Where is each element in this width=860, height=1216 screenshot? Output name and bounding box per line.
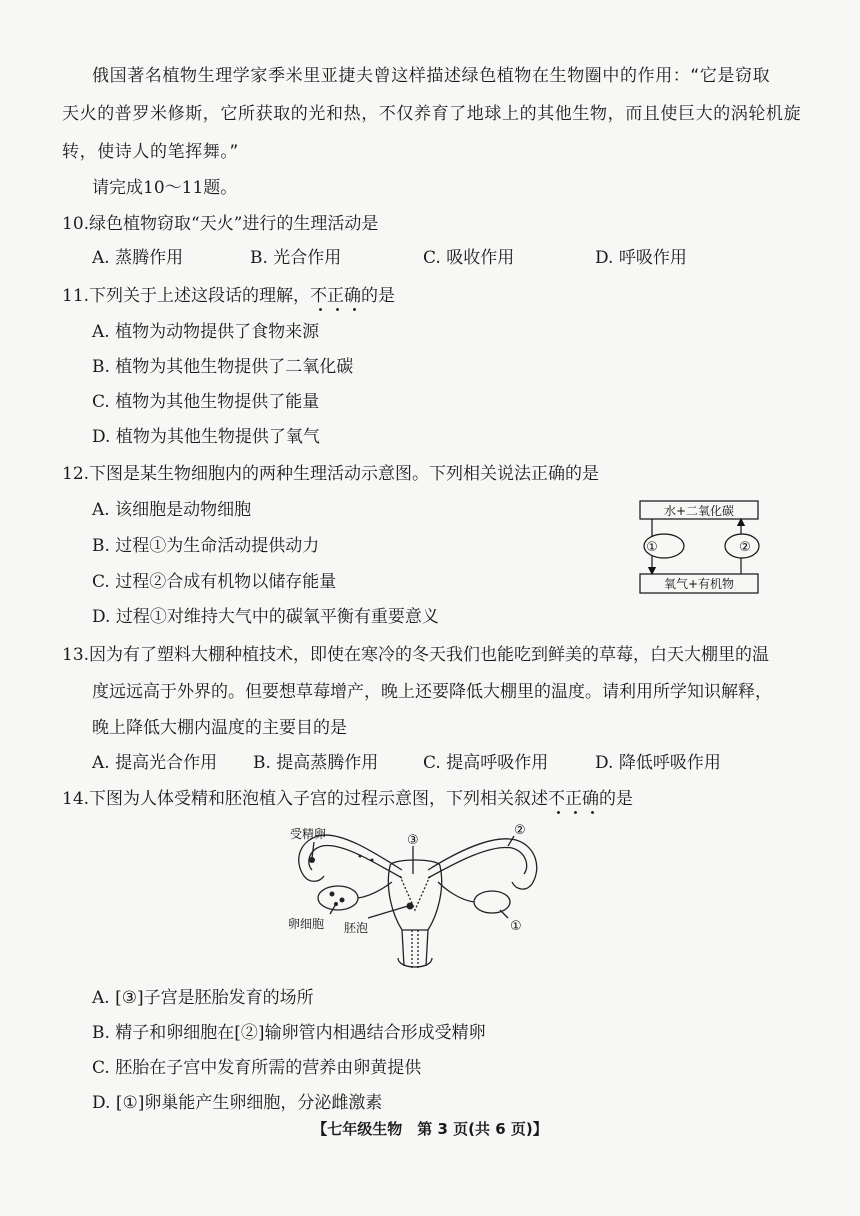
diagram-bottom-label: 氧气+有机物 bbox=[663, 577, 735, 591]
uterus-diagram bbox=[280, 818, 550, 980]
instruction: 请完成10～11题。 bbox=[92, 178, 238, 198]
q12-process-diagram bbox=[638, 496, 762, 602]
q12-option-d: D. 过程①对维持大气中的碳氧平衡有重要意义 bbox=[92, 607, 439, 627]
q11-emphasis: 不正确 bbox=[310, 286, 362, 306]
label-blastocyst: 胚泡 bbox=[344, 921, 369, 935]
label-2: ② bbox=[514, 823, 526, 838]
q10-option-b: B. 光合作用 bbox=[250, 248, 342, 268]
process-2-label: ② bbox=[739, 540, 751, 555]
q14-option-a: A. [③]子宫是胚胎发育的场所 bbox=[92, 988, 314, 1008]
q11-stem-part-b: 的是 bbox=[361, 286, 396, 306]
q12-option-a: A. 该细胞是动物细胞 bbox=[92, 500, 252, 520]
q10-option-d: D. 呼吸作用 bbox=[595, 248, 687, 268]
q13-option-d: D. 降低呼吸作用 bbox=[595, 753, 721, 773]
q14-emphasis: 不正确 bbox=[548, 789, 600, 809]
label-egg-cell: 卵细胞 bbox=[288, 917, 325, 931]
q11-option-a: A. 植物为动物提供了食物来源 bbox=[92, 322, 320, 342]
q10-option-a: A. 蒸腾作用 bbox=[92, 248, 184, 268]
q14-option-b: B. 精子和卵细胞在[②]输卵管内相遇结合形成受精卵 bbox=[92, 1023, 486, 1043]
question-13-line-3: 晚上降低大棚内温度的主要目的是 bbox=[92, 718, 347, 738]
q12-option-c: C. 过程②合成有机物以储存能量 bbox=[92, 572, 337, 592]
diagram-top-label: 水+二氧化碳 bbox=[663, 504, 735, 518]
q13-option-b: B. 提高蒸腾作用 bbox=[253, 753, 379, 773]
q14-option-d: D. [①]卵巢能产生卵细胞，分泌雌激素 bbox=[92, 1093, 383, 1113]
intro-line-1: 俄国著名植物生理学家季米里亚捷夫曾这样描述绿色植物在生物圈中的作用：“它是窃取 bbox=[92, 66, 771, 86]
q13-option-c: C. 提高呼吸作用 bbox=[423, 753, 549, 773]
label-3: ③ bbox=[407, 833, 419, 848]
label-1: ① bbox=[510, 919, 522, 934]
q11-stem-part-a: 11.下列关于上述这段话的理解， bbox=[62, 286, 311, 306]
intro-line-3: 转，使诗人的笔挥舞。” bbox=[62, 142, 239, 162]
right-fallopian-tube bbox=[428, 839, 537, 889]
intro-line-2: 天火的普罗米修斯，它所获取的光和热，不仅养育了地球上的其他生物，而且使巨大的涡轮机旋 bbox=[62, 104, 802, 124]
question-13-line-2: 度远远高于外界的。但要想草莓增产，晚上还要降低大棚里的温度。请利用所学知识解释， bbox=[92, 682, 772, 702]
q14-stem-part-b: 的是 bbox=[599, 789, 634, 809]
question-14-stem bbox=[62, 787, 633, 811]
process-1-label: ① bbox=[646, 540, 658, 555]
label-fertilized-egg: 受精卵 bbox=[290, 827, 327, 841]
left-ovary bbox=[318, 886, 358, 910]
q14-option-c: C. 胚胎在子宫中发育所需的营养由卵黄提供 bbox=[92, 1058, 422, 1078]
right-ovary bbox=[474, 891, 510, 913]
q13-option-a: A. 提高光合作用 bbox=[92, 753, 218, 773]
uterus-body bbox=[388, 860, 441, 930]
question-13-line-1: 13.因为有了塑料大棚种植技术，即使在寒冷的冬天我们也能吃到鲜美的草莓，白天大棚里的温 bbox=[62, 645, 770, 665]
question-11-stem bbox=[62, 284, 395, 308]
page-footer: 【七年级生物 第 3 页(共 6 页)】 bbox=[312, 1120, 548, 1138]
q12-option-b: B. 过程①为生命活动提供动力 bbox=[92, 536, 320, 556]
q11-option-c: C. 植物为其他生物提供了能量 bbox=[92, 392, 320, 412]
question-10-stem: 10.绿色植物窃取“天火”进行的生理活动是 bbox=[62, 214, 379, 234]
q14-stem-part-a: 14.下图为人体受精和胚泡植入子宫的过程示意图，下列相关叙述 bbox=[62, 789, 549, 809]
q11-option-b: B. 植物为其他生物提供了二氧化碳 bbox=[92, 357, 354, 377]
question-12-stem: 12.下图是某生物细胞内的两种生理活动示意图。下列相关说法正确的是 bbox=[62, 464, 600, 484]
q11-option-d: D. 植物为其他生物提供了氧气 bbox=[92, 427, 320, 447]
q10-option-c: C. 吸收作用 bbox=[423, 248, 515, 268]
